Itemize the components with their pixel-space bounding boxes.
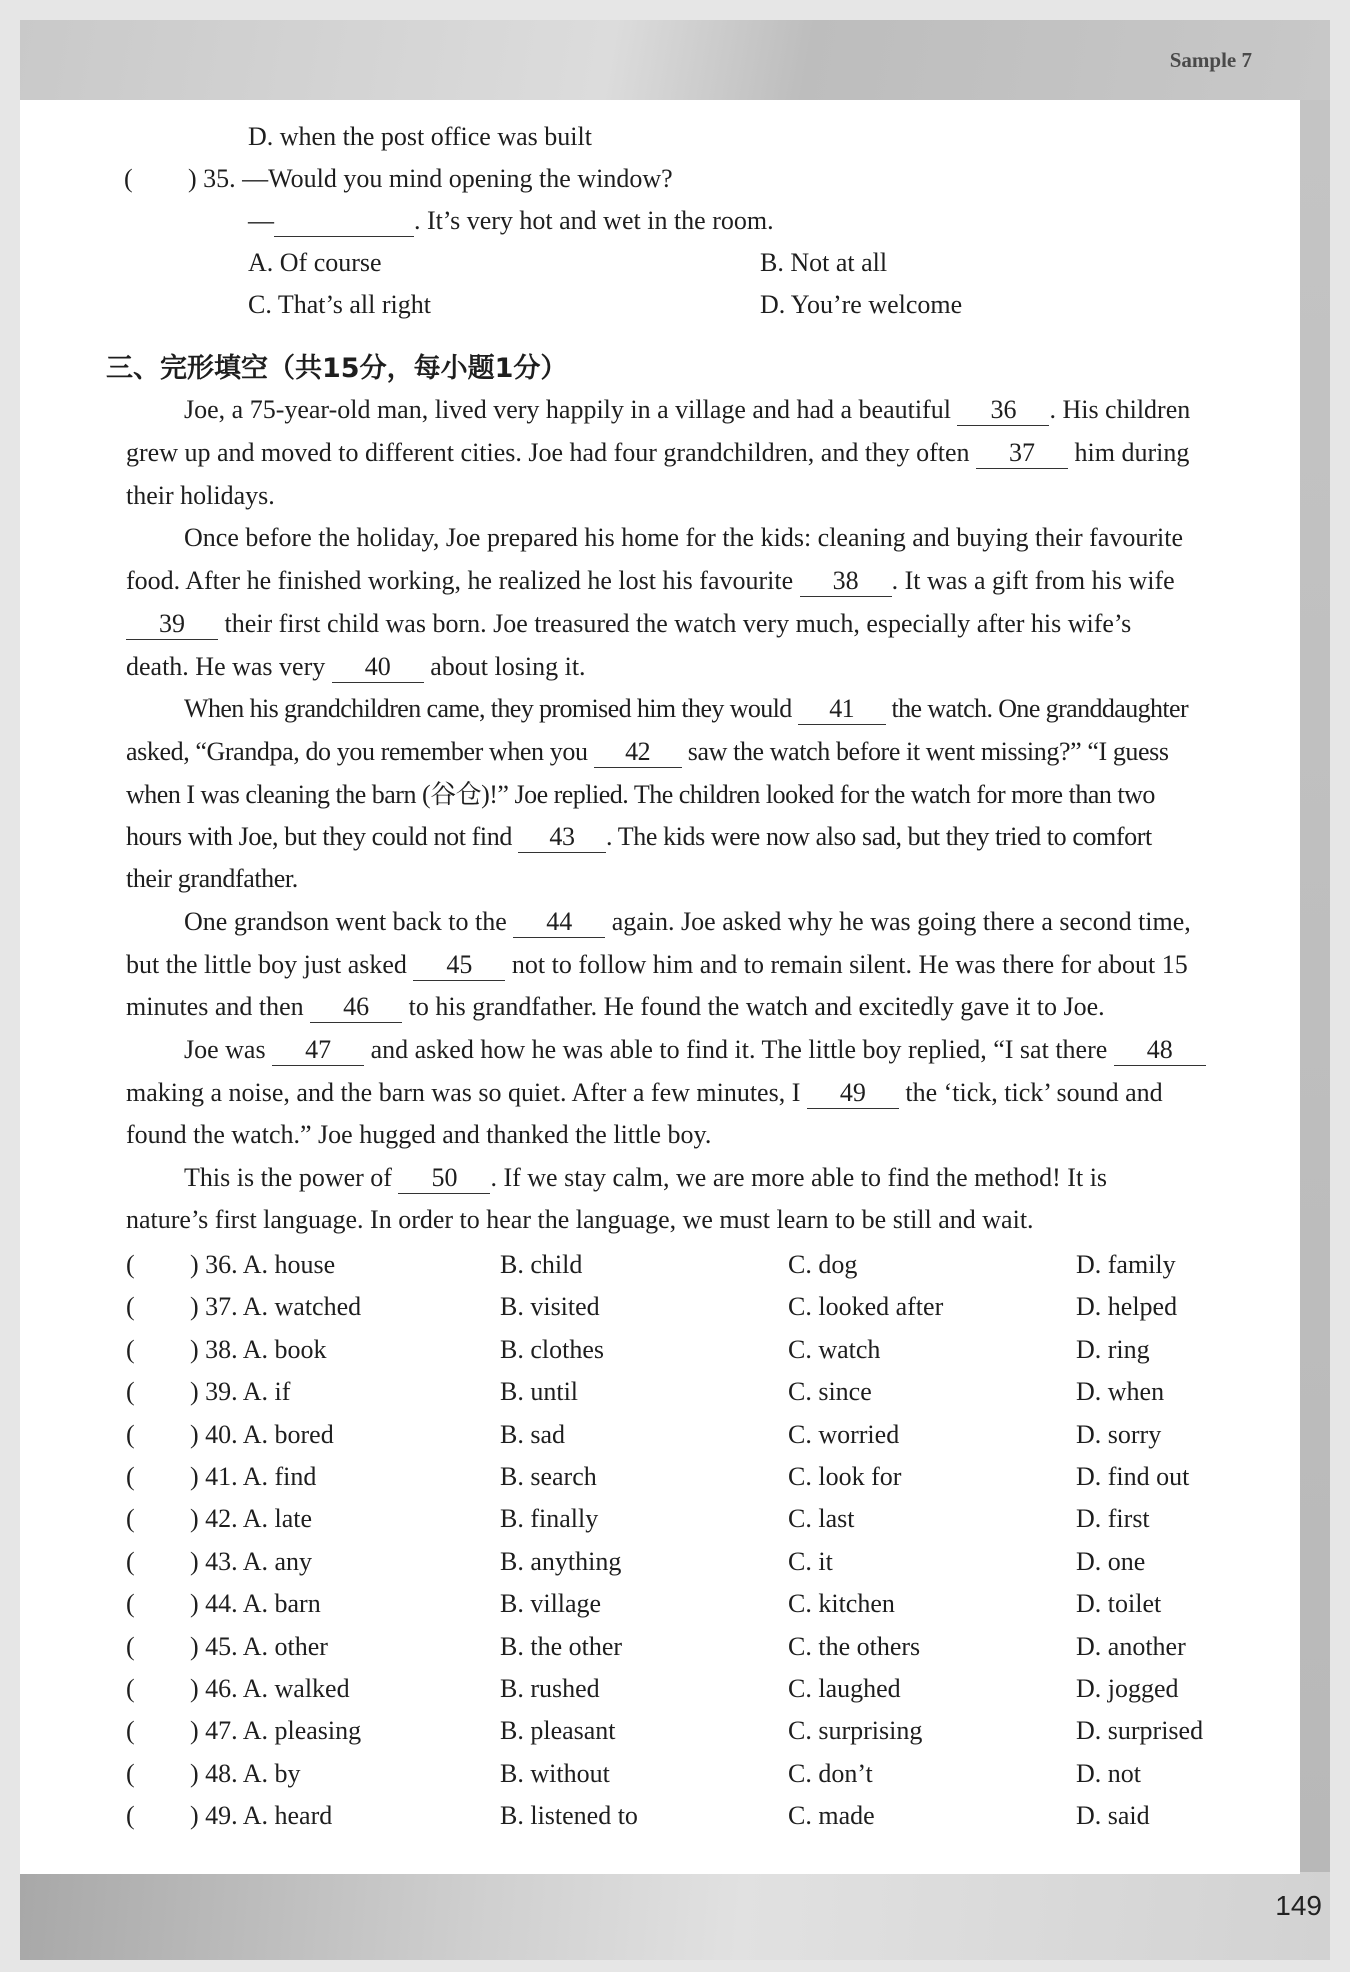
passage-line: but the little boy just asked 45 not to follow him and to remain silent. He was there for about 15	[126, 950, 1188, 979]
question-option-d: D. ring	[1076, 1334, 1150, 1364]
passage-line: This is the power of 50 . If we stay calm, we are more able to find the method! It is	[184, 1163, 1108, 1192]
sample-label: Sample 7	[1169, 48, 1252, 72]
answer-paren[interactable]: (	[126, 1631, 135, 1661]
question-option-b: B. pleasant	[500, 1716, 616, 1746]
question-option-b: B. the other	[500, 1631, 623, 1661]
question-option-a: ) 47. A. pleasing	[190, 1716, 362, 1746]
blank-45[interactable]: 45	[413, 952, 505, 981]
passage-line: hours with Joe, but they could not find 43 . The kids were now also sad, but they tried to comfort	[126, 822, 1152, 851]
q35-answer-blank[interactable]	[274, 208, 414, 237]
blank-36[interactable]: 36	[957, 397, 1049, 426]
passage-line: 39 their first child was born. Joe treasured the watch very much, especially after his wife’s	[126, 611, 1131, 640]
section-title: 三、完形填空（共15分，每小题1分）	[106, 353, 568, 384]
question-option-b: B. visited	[500, 1292, 600, 1322]
question-option-d: D. when	[1076, 1377, 1165, 1407]
question-option-d: D. first	[1076, 1504, 1150, 1534]
passage-line: asked, “Grandpa, do you remember when you 42 saw the watch before it went missing?” “I guess	[126, 737, 1169, 766]
question-option-d: D. not	[1076, 1758, 1141, 1788]
question-option-c: C. watch	[788, 1334, 881, 1364]
q35-reply-dash: —	[248, 206, 274, 235]
question-option-a: ) 45. A. other	[190, 1631, 328, 1661]
question-option-c: C. made	[788, 1801, 875, 1831]
passage-line: their holidays.	[126, 481, 275, 510]
passage-line: One grandson went back to the 44 again. Joe asked why he was going there a second time,	[184, 907, 1191, 936]
right-edge-band	[1298, 100, 1330, 1880]
question-option-c: C. since	[788, 1377, 872, 1407]
q35-option-a: A. Of course	[248, 248, 382, 277]
question-option-c: C. it	[788, 1546, 833, 1576]
passage-line: Once before the holiday, Joe prepared his home for the kids: cleaning and buying their favourite	[184, 523, 1183, 552]
passage-line: Joe, a 75-year-old man, lived very happily in a village and had a beautiful 36 . His children	[184, 395, 1191, 424]
blank-39[interactable]: 39	[126, 611, 218, 640]
question-option-b: B. clothes	[500, 1334, 604, 1364]
passage-line: Joe was 47 and asked how he was able to find it. The little boy replied, “I sat there 48	[184, 1037, 1206, 1066]
answer-paren[interactable]: (	[126, 1377, 135, 1407]
question-option-c: C. look for	[788, 1462, 902, 1491]
q35-paren: (	[124, 164, 133, 193]
q35-reply-text: . It’s very hot and wet in the room.	[414, 206, 774, 235]
question-option-d: D. jogged	[1076, 1674, 1179, 1703]
answer-paren[interactable]: (	[126, 1334, 135, 1364]
passage-line: when I was cleaning the barn (谷仓)!” Joe replied. The children looked for the watch for more than two	[126, 780, 1155, 809]
q35-stem: ) 35. —Would you mind opening the window?	[188, 164, 673, 193]
answer-paren[interactable]: (	[126, 1419, 135, 1449]
question-option-a: ) 46. A. walked	[190, 1674, 350, 1703]
question-option-a: ) 40. A. bored	[190, 1419, 334, 1449]
q35-option-c: C. That’s all right	[248, 290, 431, 319]
blank-37[interactable]: 37	[976, 440, 1068, 469]
q34-option-d: D. when the post office was built	[248, 122, 592, 151]
q35-reply	[248, 208, 774, 237]
question-option-a: ) 38. A. book	[190, 1334, 327, 1364]
blank-43[interactable]: 43	[518, 824, 606, 853]
question-option-a: ) 48. A. by	[190, 1758, 301, 1788]
passage-line: food. After he finished working, he realized he lost his favourite 38 . It was a gift from his wife	[126, 566, 1175, 595]
question-option-c: C. the others	[788, 1631, 921, 1661]
question-option-a: ) 39. A. if	[190, 1377, 291, 1407]
answer-paren[interactable]: (	[126, 1504, 135, 1534]
passage-line: death. He was very 40 about losing it.	[126, 652, 586, 681]
question-option-d: D. find out	[1076, 1462, 1190, 1491]
blank-41[interactable]: 41	[798, 696, 886, 725]
question-option-c: C. laughed	[788, 1674, 901, 1703]
question-option-d: D. surprised	[1076, 1716, 1204, 1746]
question-option-d: D. family	[1076, 1250, 1176, 1279]
question-option-c: C. last	[788, 1504, 855, 1534]
question-option-c: C. dog	[788, 1250, 858, 1279]
question-option-d: D. one	[1076, 1546, 1146, 1576]
question-option-a: ) 49. A. heard	[190, 1801, 333, 1831]
answer-paren[interactable]: (	[126, 1674, 135, 1703]
passage-line: their grandfather.	[126, 864, 298, 893]
page-number: 149	[1275, 1890, 1322, 1921]
question-option-a: ) 42. A. late	[190, 1504, 313, 1534]
question-option-a: ) 44. A. barn	[190, 1589, 321, 1619]
q35-option-b: B. Not at all	[760, 248, 888, 277]
blank-40[interactable]: 40	[332, 654, 424, 683]
question-option-d: D. sorry	[1076, 1419, 1162, 1449]
q35-option-d: D. You’re welcome	[760, 290, 963, 319]
question-option-a: ) 37. A. watched	[190, 1292, 362, 1322]
blank-44[interactable]: 44	[513, 909, 605, 938]
blank-47[interactable]: 47	[272, 1037, 364, 1066]
answer-paren[interactable]: (	[126, 1801, 135, 1831]
answer-paren[interactable]: (	[126, 1462, 135, 1491]
question-option-b: B. sad	[500, 1419, 565, 1449]
question-option-c: C. looked after	[788, 1292, 944, 1322]
question-option-c: C. don’t	[788, 1758, 873, 1788]
question-option-b: B. search	[500, 1462, 597, 1491]
answer-paren[interactable]: (	[126, 1589, 135, 1619]
header-band	[20, 20, 1330, 102]
blank-50[interactable]: 50	[398, 1165, 490, 1194]
question-option-a: ) 36. A. house	[190, 1250, 336, 1279]
passage-line: grew up and moved to different cities. Joe had four grandchildren, and they often 37 him during	[126, 438, 1190, 467]
blank-46[interactable]: 46	[310, 994, 402, 1023]
passage-line: minutes and then 46 to his grandfather. He found the watch and excitedly gave it to Joe.	[126, 992, 1105, 1021]
question-option-b: B. anything	[500, 1546, 622, 1576]
question-option-a: ) 41. A. find	[190, 1462, 317, 1491]
question-option-d: D. said	[1076, 1801, 1150, 1831]
question-option-c: C. worried	[788, 1419, 900, 1449]
question-option-b: B. until	[500, 1377, 579, 1407]
passage-line: found the watch.” Joe hugged and thanked the little boy.	[126, 1120, 712, 1149]
footer-band	[20, 1872, 1330, 1960]
answer-paren[interactable]: (	[126, 1716, 135, 1746]
question-option-c: C. surprising	[788, 1716, 923, 1746]
question-option-d: D. another	[1076, 1631, 1186, 1661]
blank-42[interactable]: 42	[594, 739, 682, 768]
passage-line: making a noise, and the barn was so quiet. After a few minutes, I 49 the ‘tick, tick’ sound and	[126, 1078, 1163, 1107]
answer-paren[interactable]: (	[126, 1250, 135, 1279]
question-option-d: D. toilet	[1076, 1589, 1162, 1619]
blank-49[interactable]: 49	[807, 1080, 899, 1109]
question-option-b: B. listened to	[500, 1801, 638, 1831]
passage-line: When his grandchildren came, they promised him they would 41 the watch. One granddaughter	[184, 694, 1189, 723]
question-option-c: C. kitchen	[788, 1589, 895, 1619]
question-option-b: B. rushed	[500, 1674, 600, 1703]
answer-paren[interactable]: (	[126, 1546, 135, 1576]
passage-line: nature’s first language. In order to hear the language, we must learn to be still and wait.	[126, 1205, 1034, 1234]
question-option-b: B. village	[500, 1589, 602, 1619]
blank-48[interactable]: 48	[1114, 1037, 1206, 1066]
answer-paren[interactable]: (	[126, 1292, 135, 1322]
question-option-b: B. finally	[500, 1504, 599, 1534]
answer-paren[interactable]: (	[126, 1758, 135, 1788]
question-option-a: ) 43. A. any	[190, 1546, 313, 1576]
blank-38[interactable]: 38	[800, 568, 892, 597]
question-option-b: B. child	[500, 1250, 583, 1279]
question-option-b: B. without	[500, 1758, 610, 1788]
question-option-d: D. helped	[1076, 1292, 1178, 1322]
